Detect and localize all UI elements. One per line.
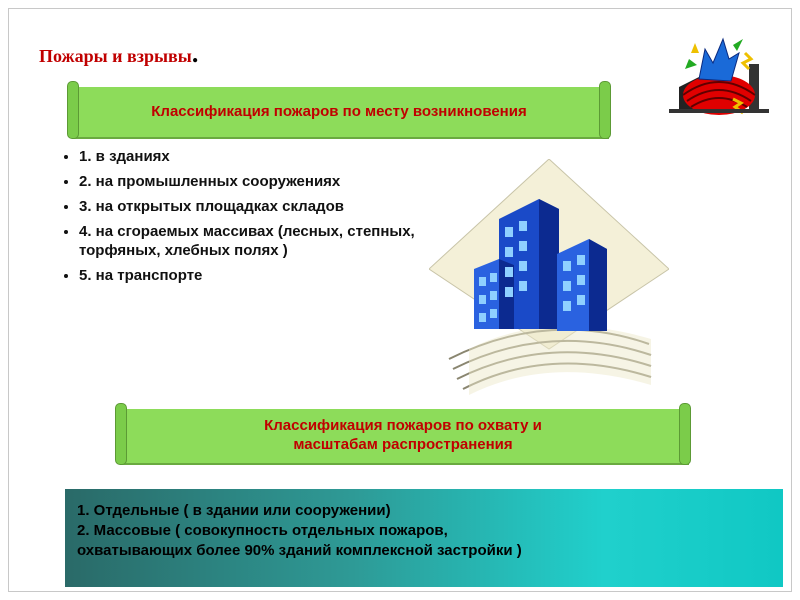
fire-explosion-clipart-icon [669, 29, 769, 129]
list-item: • 3. на открытых площадках складов [79, 197, 429, 216]
title-dot: . [191, 39, 199, 68]
list-item: • 1. в зданиях [79, 147, 429, 166]
scale-type-mass-detail: охватывающих более 90% зданий комплексной застройки ) [77, 542, 522, 559]
banner-location-text: Классификация пожаров по месту возникновения [151, 103, 527, 120]
location-list [49, 147, 429, 291]
slide-title [39, 39, 198, 69]
banner-scale-line-2: масштабам распространения [293, 436, 513, 453]
list-item: • 4. на сгораемых массивах (лесных, степных, торфяных, хлебных полях ) [79, 222, 429, 260]
banner-location-classification [71, 87, 607, 137]
list-item: • 5. на транспорте [79, 266, 429, 285]
scale-type-single: 1. Отдельные ( в здании или сооружении) [77, 502, 391, 519]
banner-scale-line-1: Классификация пожаров по охвату и [264, 417, 542, 434]
banner-scale-text [119, 416, 687, 454]
title-text: Пожары и взрывы [39, 46, 192, 66]
scale-types-box [65, 489, 783, 587]
scale-type-mass: 2. Массовые ( совокупность отдельных пожаров, [77, 522, 448, 539]
banner-scale-classification [119, 409, 687, 463]
list-item: • 2. на промышленных сооружениях [79, 172, 429, 191]
buildings-clipart-icon [429, 159, 669, 399]
slide [8, 8, 792, 592]
